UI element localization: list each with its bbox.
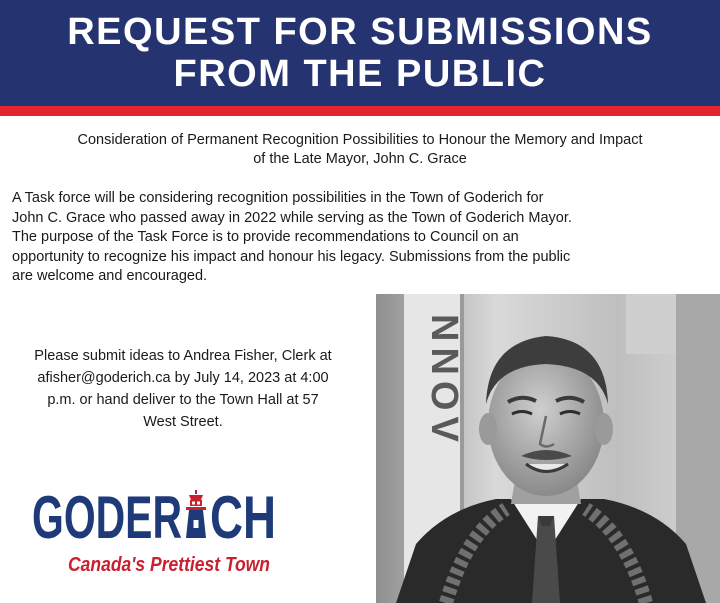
body-line: opportunity to recognize his impact and honour his legacy. Submissions from the public	[12, 248, 571, 265]
header-banner	[0, 0, 720, 106]
logo-tagline: Canada's Prettiest Town	[68, 554, 270, 576]
portrait-illustration	[376, 294, 720, 603]
lighthouse-icon	[186, 490, 206, 538]
instructions-line: Please submit ideas to Andrea Fisher, Clerk at	[34, 348, 332, 364]
subtitle-line-2: of the Late Mayor, John C. Grace	[253, 151, 467, 167]
subtitle-line-1: Consideration of Permanent Recognition Possibilities to Honour the Memory and Impact	[77, 132, 643, 148]
goderich-logo	[30, 470, 280, 585]
body-line: John C. Grace who passed away in 2022 while serving as the Town of Goderich Mayor.	[12, 209, 572, 226]
body-line: are welcome and encouraged.	[12, 268, 208, 284]
body-line: The purpose of the Task Force is to provide recommendations to Council on an	[12, 229, 519, 245]
banner-title-line-1: REQUEST FOR SUBMISSIONS	[67, 11, 653, 53]
portrait-photo	[376, 294, 720, 603]
banner-title-line-2: FROM THE PUBLIC	[173, 53, 547, 95]
notice-subtitle	[0, 131, 720, 169]
body-line: A Task force will be considering recognition possibilities in the Town of Goderich for	[12, 190, 544, 206]
logo-wordmark-right: CH	[210, 484, 276, 551]
task-force-description	[12, 189, 718, 287]
svg-text:NNOV: NNOV	[423, 314, 465, 448]
instructions-line: afisher@goderich.ca by July 14, 2023 at 4:00	[37, 370, 329, 386]
submission-instructions	[6, 345, 360, 433]
instructions-line: West Street.	[143, 414, 223, 430]
logo-wordmark-left: GODER	[32, 484, 182, 551]
banner-accent-stripe	[0, 106, 720, 116]
instructions-line: p.m. or hand deliver to the Town Hall at 57	[47, 392, 319, 408]
